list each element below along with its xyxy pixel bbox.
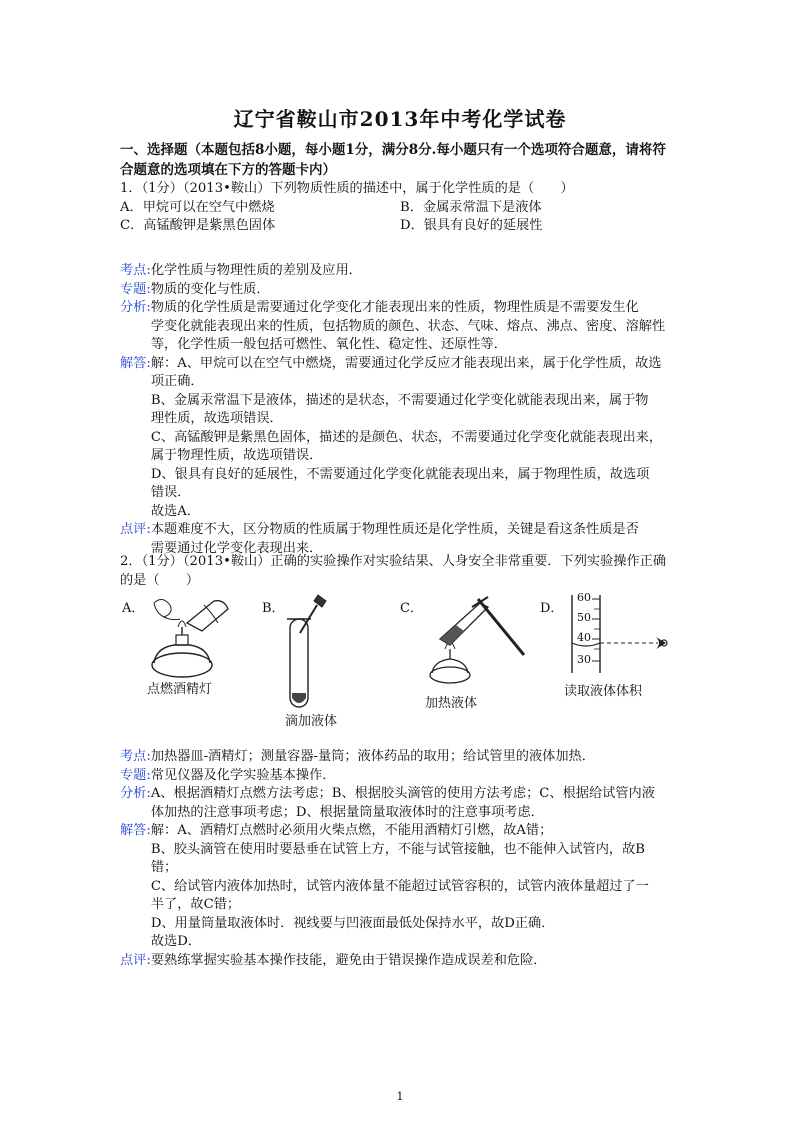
options-grid bbox=[120, 199, 690, 236]
fenxi-line: A、根据酒精灯点燃方法考虑；B、根据胶头滴管的使用方法考虑；C、根据给试管内液 bbox=[150, 786, 655, 801]
figure-cylinder bbox=[562, 593, 682, 675]
option-a: A．甲烷可以在空气中燃烧 bbox=[120, 199, 275, 215]
figure-alcohol-lamp bbox=[142, 593, 242, 683]
page-number: 1 bbox=[396, 1090, 404, 1103]
kaodian-label: 考点: bbox=[120, 263, 151, 278]
jieda-row bbox=[120, 822, 690, 952]
dianping-line: 要熟练掌握实验基本操作技能，避免由于错误操作造成误差和危险． bbox=[150, 952, 547, 968]
jieda-line: 理性质，故选项错误． bbox=[150, 411, 283, 426]
dianping-line: 需要通过化学变化表现出来． bbox=[150, 540, 323, 556]
jieda-body bbox=[151, 822, 690, 952]
dianping-line: 本题难度不大，区分物质的性质属于物理性质还是化学性质，关键是看这条性质是否 bbox=[150, 522, 639, 537]
kaodian-label: 考点: bbox=[120, 749, 151, 764]
dianping-label: 点评: bbox=[120, 952, 151, 968]
q2-analysis bbox=[120, 748, 690, 970]
kaodian-text: 化学性质与物理性质的差别及应用． bbox=[150, 263, 362, 278]
heating-test-tube-icon bbox=[420, 593, 530, 693]
cylinder-tick-label: 60 bbox=[577, 591, 591, 604]
jieda-line: 半了，故C错； bbox=[150, 897, 241, 912]
jieda-label: 解答: bbox=[120, 355, 151, 371]
jieda-row bbox=[120, 355, 690, 522]
section-heading-line: 合题意的选项填在下方的答题卡内） bbox=[120, 162, 336, 178]
option-b: B．金属汞常温下是液体 bbox=[400, 199, 542, 215]
zhuanti-label: 专题: bbox=[120, 767, 151, 783]
jieda-line: B、胶头滴管在使用时要悬垂在试管上方，不能与试管接触，也不能伸入试管内，故B bbox=[150, 841, 645, 857]
section-heading-line: 一、选择题（本题包括8小题，每小题1分，满分8分.每小题只有一个选项符合题意，请将符 bbox=[120, 142, 666, 158]
fenxi-row bbox=[120, 299, 690, 355]
fenxi-label: 分析: bbox=[120, 786, 151, 801]
jieda-line: C、给试管内液体加热时，试管内液体量不能超过试管容积的，试管内液体量超过了一 bbox=[150, 878, 649, 894]
fig-d-caption: 读取液体体积 bbox=[564, 684, 643, 699]
jieda-label: 解答: bbox=[120, 823, 151, 838]
section-heading bbox=[120, 140, 690, 180]
fenxi-line: 体加热的注意事项考虑；D、根据量筒量取液体时的注意事项考虑． bbox=[150, 804, 544, 820]
question-1 bbox=[120, 180, 690, 236]
fig-a-letter: A． bbox=[122, 601, 145, 616]
zhuanti-label: 专题: bbox=[120, 281, 151, 297]
figure-dropper bbox=[282, 593, 332, 713]
zhuanti-text: 常见仪器及化学实验基本操作． bbox=[150, 767, 336, 783]
kaodian-row bbox=[120, 262, 690, 281]
jieda-body bbox=[151, 355, 690, 522]
fig-d-letter: D． bbox=[540, 601, 564, 616]
fig-c-caption: 加热液体 bbox=[425, 696, 478, 711]
jieda-line: C、高锰酸钾是紫黑色固体，描述的是颜色、状态，不需要通过化学变化就能表现出来， bbox=[150, 429, 663, 445]
jieda-line: D、用量筒量取液体时．视线要与凹液面最低处保持水平，故D正确． bbox=[150, 915, 555, 931]
figure-heating-tube bbox=[420, 593, 530, 693]
fig-b-letter: B． bbox=[262, 601, 285, 616]
fenxi-label: 分析: bbox=[120, 300, 151, 315]
option-d: D．银具有良好的延展性 bbox=[400, 218, 543, 233]
jieda-line: 属于物理性质，故选项错误． bbox=[150, 448, 323, 463]
cylinder-tick-label: 50 bbox=[577, 611, 591, 624]
fenxi-body bbox=[151, 299, 690, 355]
alcohol-lamp-icon bbox=[142, 593, 242, 683]
fenxi-line: 等，化学性质一般包括可燃性、氧化性、稳定性、还原性等． bbox=[150, 337, 507, 352]
dianping-row bbox=[120, 952, 690, 971]
page-title: 辽宁省鞍山市2013年中考化学试卷 bbox=[233, 107, 567, 131]
jieda-line: 解：A、酒精灯点燃时必须用火柴点燃，不能用酒精灯引燃，故A错； bbox=[150, 823, 553, 838]
zhuanti-row bbox=[120, 281, 690, 300]
question-stem: 2．（1分）（2013•鞍山）正确的实验操作对实验结果、人身安全非常重要．下列实验操作正确 bbox=[120, 554, 667, 569]
dianping-label: 点评: bbox=[120, 522, 151, 537]
kaodian-text: 加热器皿-酒精灯；测量容器-量筒；液体药品的取用；给试管里的液体加热． bbox=[150, 749, 595, 764]
fenxi-line: 物质的化学性质是需要通过化学变化才能表现出来的性质，物理性质是不需要发生化 bbox=[150, 300, 639, 315]
question-stem: 1．（1分）（2013•鞍山）下列物质性质的描述中，属于化学性质的是（ ） bbox=[120, 181, 574, 196]
fenxi-body bbox=[151, 785, 690, 822]
option-c: C．高锰酸钾是紫黑色固体 bbox=[120, 218, 276, 233]
jieda-line: D、银具有良好的延展性，不需要通过化学变化就能表现出来，属于物理性质，故选项 bbox=[150, 466, 650, 482]
jieda-line: 错； bbox=[150, 860, 178, 875]
cylinder-tick-label: 30 bbox=[577, 653, 591, 666]
jieda-line: B、金属汞常温下是液体，描述的是状态，不需要通过化学变化就能表现出来，属于物 bbox=[150, 392, 649, 408]
question-stem: 的是（ ） bbox=[120, 572, 200, 588]
jieda-line: 故选A． bbox=[150, 503, 200, 519]
fenxi-line: 学变化就能表现出来的性质，包括物质的颜色、状态、气味、熔点、沸点、密度、溶解性 bbox=[150, 318, 666, 334]
zhuanti-text: 物质的变化与性质． bbox=[150, 281, 270, 297]
fig-a-caption: 点燃酒精灯 bbox=[147, 682, 213, 697]
zhuanti-row bbox=[120, 767, 690, 786]
jieda-line: 错误． bbox=[150, 485, 191, 500]
fig-b-caption: 滴加液体 bbox=[285, 714, 338, 729]
question-2 bbox=[120, 553, 690, 590]
q1-analysis bbox=[120, 262, 690, 558]
fenxi-row bbox=[120, 785, 690, 822]
kaodian-row bbox=[120, 748, 690, 767]
cylinder-tick-label: 40 bbox=[577, 631, 591, 644]
dianping-body bbox=[151, 952, 690, 971]
fig-c-letter: C． bbox=[400, 601, 423, 616]
jieda-line: 故选D． bbox=[150, 934, 201, 949]
dropper-test-tube-icon bbox=[282, 593, 332, 713]
jieda-line: 项正确． bbox=[150, 374, 204, 389]
jieda-line: 解：A、甲烷可以在空气中燃烧，需要通过化学反应才能表现出来，属于化学性质，故选 bbox=[150, 355, 662, 371]
